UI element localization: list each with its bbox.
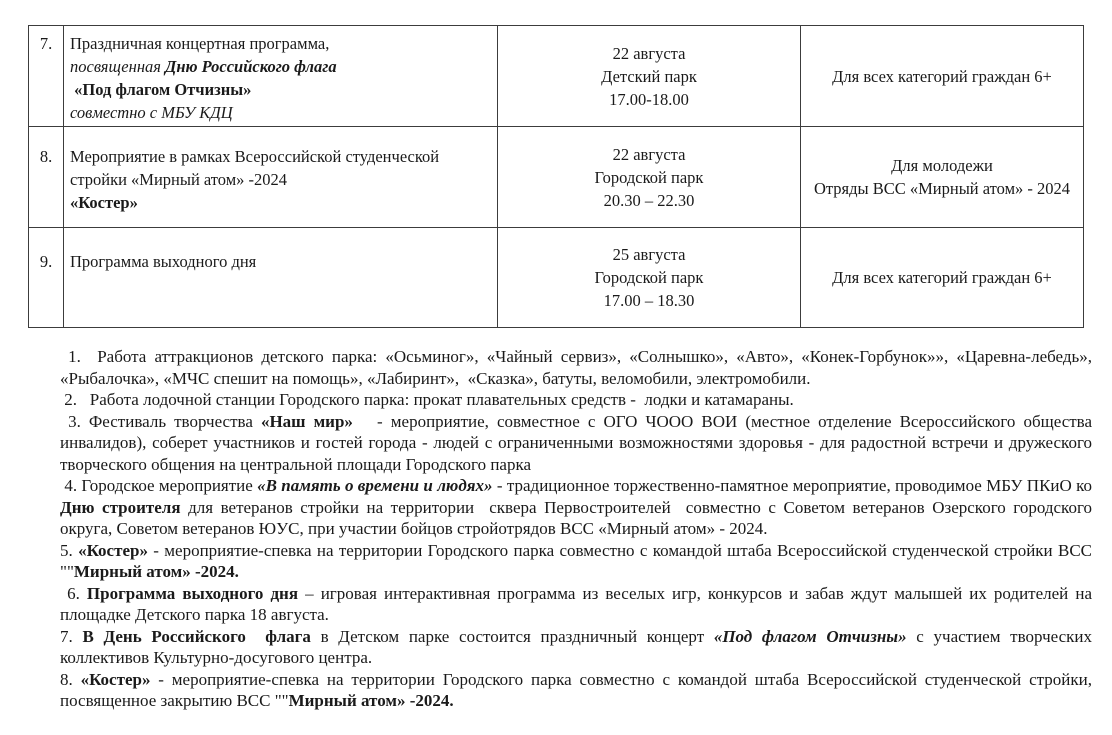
event-when	[498, 228, 801, 328]
event-description	[64, 127, 498, 228]
event-title: «Под флагом Отчизны»	[70, 80, 252, 99]
event-place: Городской парк	[594, 167, 704, 187]
event-line: Праздничная концертная программа,	[70, 34, 330, 53]
note-item-7: 7. В День Российского флага в Детском парке состоится праздничный концерт «Под флагом Отчизны» с участием творческих коллективов Культурно-досугового центра.	[60, 626, 1097, 667]
note-item-5: 5. «Костер» - мероприятие-спевка на территории Городского парка совместно с командой штаба Всероссийской студенческой стройки ВСС ""Мирный атом» -2024.	[60, 540, 1097, 581]
note-item-2: 2. Работа лодочной станции Городского парка: прокат плавательных средств - лодки и катамараны.	[60, 390, 794, 409]
event-place: Детский парк	[601, 66, 697, 86]
event-audience: Для всех категорий граждан 6+	[801, 228, 1084, 328]
event-line: посвященная Дню Российского флага	[70, 57, 337, 76]
notes-section	[60, 346, 1097, 712]
event-time: 17.00-18.00	[609, 89, 689, 109]
event-row-7	[29, 26, 1084, 127]
event-date: 25 августа	[612, 245, 686, 264]
note-item-8: 8. «Костер» - мероприятие-спевка на территории Городского парка совместно с командой штаба Всероссийской студенческой стройки, посвященное закрытию ВСС ""Мирный атом» -2024.	[60, 669, 1097, 710]
event-row-9	[29, 228, 1084, 328]
event-line: Мероприятие в рамках Всероссийской студенческой стройки «Мирный атом» -2024	[70, 147, 444, 189]
event-place: Городской парк	[594, 268, 704, 287]
event-audience: Для всех категорий граждан 6+	[801, 26, 1084, 127]
row-number: 9.	[29, 228, 64, 328]
note-item-6: 6. Программа выходного дня – игровая интерактивная программа из веселых игр, конкурсов и забав ждут малышей их родителей на площадке Детского парка 18 августа.	[60, 583, 1097, 624]
event-description	[64, 228, 498, 328]
event-time: 17.00 – 18.30	[603, 291, 695, 310]
event-date: 22 августа	[612, 43, 686, 63]
row-number: 8.	[29, 127, 64, 228]
event-date: 22 августа	[612, 144, 686, 164]
events-table	[28, 25, 1084, 328]
event-when	[498, 127, 801, 228]
event-line: Программа выходного дня	[70, 252, 257, 271]
event-title: «Костер»	[70, 193, 138, 212]
event-time: 20.30 – 22.30	[603, 190, 695, 210]
event-audience: Для молодежи Отряды ВСС «Мирный атом» - 2024	[801, 127, 1084, 228]
event-row-8	[29, 127, 1084, 228]
row-number: 7.	[29, 26, 64, 127]
note-item-1: 1. Работа аттракционов детского парка: «Осьминог», «Чайный сервиз», «Солнышко», «Авто», «Конек-Горбунок»», «Царевна-лебедь», «Рыбалочка», «МЧС спешит на помощь», «Лабиринт», «Сказка», батуты, веломобили, электромобили.	[60, 347, 1097, 388]
event-when	[498, 26, 801, 127]
event-description	[64, 26, 498, 127]
event-line: совместно с МБУ КДЦ	[70, 103, 233, 122]
note-item-4: 4. Городское мероприятие «В память о времени и людях» - традиционное торжественно-памятное мероприятие, проводимое МБУ ПКиО ко Дню строителя для ветеранов стройки на территории сквера Первостроителей совместно с Советом ветеранов Озерского городского округа, Советом ветеранов ЮУС, при участии бойцов стройотрядов ВСС «Мирный атом» - 2024.	[60, 476, 1097, 538]
note-item-3: 3. Фестиваль творчества «Наш мир» - мероприятие, совместное с ОГО ЧООО ВОИ (местное отделение Всероссийского общества инвалидов), соберет участников и гостей города - людей с ограниченными возможностями здоровья - для радостной встречи и дружеского творческого общения на центральной площади Городского парка	[60, 411, 1097, 474]
